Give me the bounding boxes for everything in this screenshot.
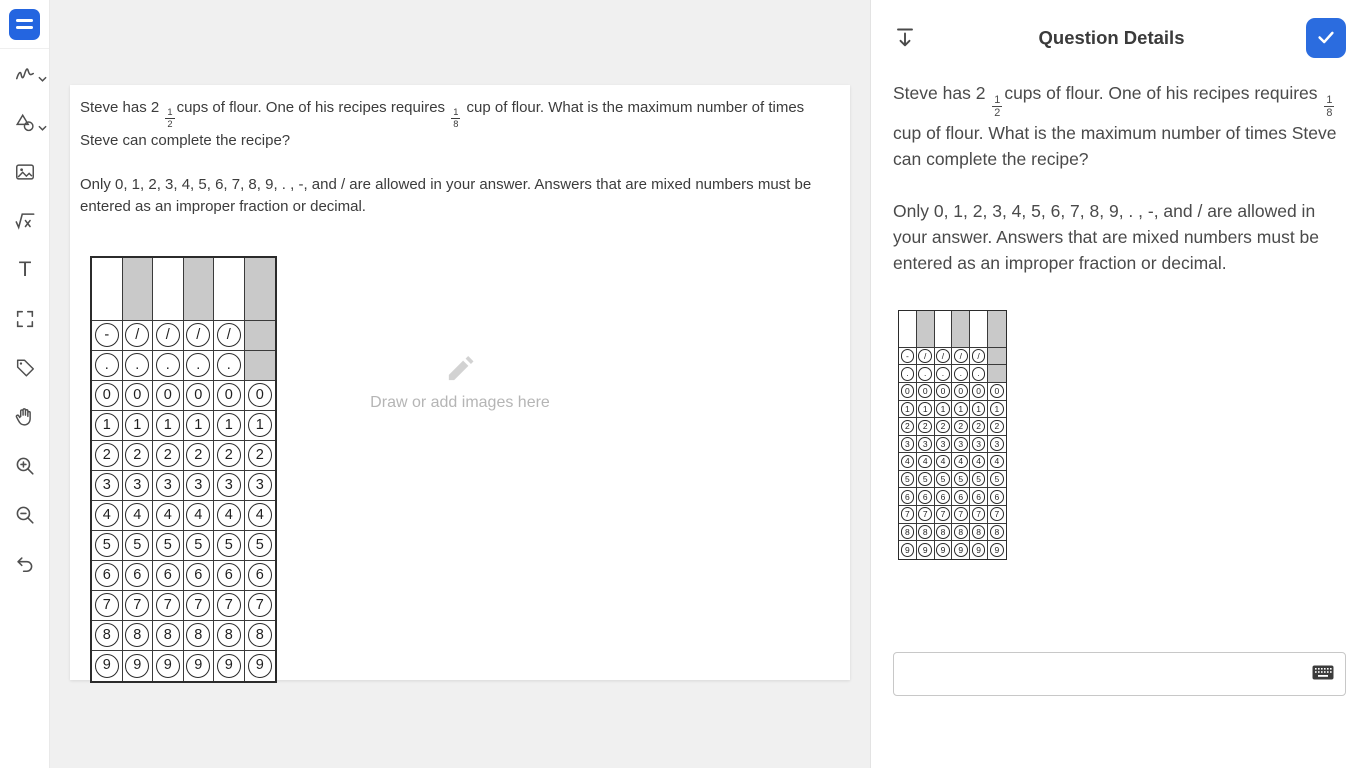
panel-title: Question Details xyxy=(1038,27,1185,48)
check-icon xyxy=(1315,26,1337,51)
drawing-canvas[interactable] xyxy=(50,0,870,768)
fullscreen-icon xyxy=(14,308,36,330)
shapes-icon xyxy=(14,112,36,134)
text-tool-button[interactable] xyxy=(0,245,50,294)
chevron-down-icon xyxy=(38,125,47,131)
image-icon xyxy=(14,161,36,183)
undo-icon xyxy=(14,553,36,575)
collapse-panel-button[interactable] xyxy=(893,25,917,52)
pen-icon xyxy=(14,63,36,85)
hand-tool-button[interactable] xyxy=(0,392,50,441)
sticker-tool-button[interactable] xyxy=(0,343,50,392)
equation-icon xyxy=(14,210,36,232)
question-details-panel xyxy=(870,0,1366,768)
answer-bubble-grid: - / / / / . . . . . 0 0 0 0 0 0 1 1 1 1 1 1 2 2 2 2 2 2 3 3 3 3 3 3 4 4 4 4 4 4 5 5 5 5 5 5 6 6 6 6 6 6 7 7 7 7 7 7 8 8 8 8 8 8 9 9 9 9 9 9 xyxy=(90,256,277,683)
arrow-down-to-line-icon xyxy=(893,25,917,52)
submit-answer-button[interactable] xyxy=(1306,18,1346,58)
fullscreen-tool-button[interactable] xyxy=(0,294,50,343)
answer-row xyxy=(893,652,1346,696)
zoom-in-tool-button[interactable] xyxy=(0,441,50,490)
answer-rules-text: Only 0, 1, 2, 3, 4, 5, 6, 7, 8, 9, . , -, and / are allowed in your answer. Answers that are mixed numbers must be entered as an improper fraction or decimal. xyxy=(893,200,1320,273)
panel-body xyxy=(871,76,1366,560)
placeholder-text: Draw or add images here xyxy=(370,393,550,411)
question-text: Steve has 2 $\frac{1}{2}$ cups of flour. One of his recipes requires $\frac{1}{8}$ cup of flour. What is the maximum number of times Steve can complete the recipe? xyxy=(893,83,1337,169)
hand-icon xyxy=(14,406,36,428)
zoom-in-icon xyxy=(14,455,36,477)
shapes-tool-button[interactable] xyxy=(0,98,50,147)
answer-input[interactable] xyxy=(893,652,1346,696)
answer-bubble-grid-preview: - / / / / . . . . . 0 0 0 0 0 0 1 1 1 1 1 1 2 2 2 2 2 2 3 3 3 3 3 3 4 4 4 4 4 4 5 5 5 5 5 5 6 6 6 6 6 6 7 7 7 7 7 7 8 8 8 8 8 8 9 9 9 9 9 9 xyxy=(898,310,1007,560)
equation-tool-button[interactable] xyxy=(0,196,50,245)
sticker-icon xyxy=(14,357,36,379)
app-logo[interactable] xyxy=(9,9,40,40)
worksheet-card xyxy=(70,85,850,680)
toolbar-sidebar xyxy=(0,0,50,768)
question-text: Steve has 2 $\frac{1}{2}$ cups of flour. One of his recipes requires $\frac{1}{8}$ cup of flour. What is the maximum number of times Steve can complete the recipe? xyxy=(80,99,805,149)
pen-tool-button[interactable] xyxy=(0,49,50,98)
keyboard-button[interactable] xyxy=(1308,661,1338,687)
chevron-down-icon xyxy=(38,76,47,82)
panel-header xyxy=(871,0,1366,76)
text-icon: T xyxy=(18,258,32,281)
answer-rules-text: Only 0, 1, 2, 3, 4, 5, 6, 7, 8, 9, . , -, and / are allowed in your answer. Answers that are mixed numbers must be entered as an improper fraction or decimal. xyxy=(80,175,812,215)
keyboard-icon xyxy=(1312,665,1334,683)
logo-container xyxy=(0,0,49,49)
zoom-out-icon xyxy=(14,504,36,526)
undo-tool-button[interactable] xyxy=(0,539,50,588)
zoom-out-tool-button[interactable] xyxy=(0,490,50,539)
answer-input-wrapper xyxy=(893,652,1346,696)
image-tool-button[interactable] xyxy=(0,147,50,196)
